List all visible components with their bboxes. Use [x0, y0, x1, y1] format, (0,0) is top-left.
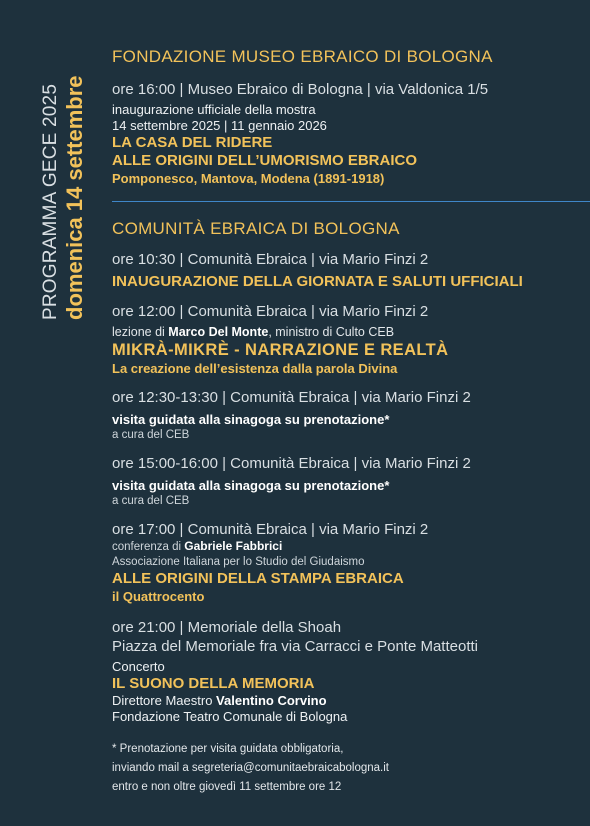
- event-title: visita guidata alla sinagoga su prenotazione*: [112, 478, 390, 493]
- vertical-program-heading: [40, 30, 100, 320]
- event-title: MIKRÀ-MIKRÈ - NARRAZIONE E REALTÀ: [112, 341, 449, 359]
- event-subtitle: Pomponesco, Mantova, Modena (1891-1918): [112, 171, 385, 186]
- section-org-title: COMUNITÀ EBRAICA DI BOLOGNA: [112, 219, 400, 238]
- event-time: ore 21:00 | Memoriale della Shoah: [112, 619, 342, 636]
- event-title: LA CASA DEL RIDERE: [112, 134, 273, 151]
- event-title-2: ALLE ORIGINI DELL’UMORISMO EBRAICO: [112, 152, 418, 169]
- lecturer-name: Marco Del Monte: [168, 325, 269, 339]
- event-item: [112, 388, 582, 443]
- event-conference: [112, 539, 582, 555]
- event-time: ore 12:00 | Comunità Ebraica | via Mario Finzi 2: [112, 303, 429, 320]
- lecture-suffix: , ministro di Culto CEB: [268, 325, 395, 339]
- section-divider: [112, 201, 590, 202]
- note-line: entro e non oltre giovedì 11 settembre ore 12: [112, 781, 342, 793]
- event-credit: a cura del CEB: [112, 495, 190, 507]
- event-subtitle: il Quattrocento: [112, 589, 205, 604]
- event-item: [112, 520, 582, 605]
- booking-note: [112, 740, 582, 797]
- event-director: [112, 693, 582, 709]
- event-foundation: Fondazione Teatro Comunale di Bologna: [112, 709, 348, 724]
- event-title: IL SUONO DELLA MEMORIA: [112, 675, 315, 692]
- event-title: ALLE ORIGINI DELLA STAMPA EBRAICA: [112, 570, 404, 587]
- event-subtitle: La creazione dell’esistenza dalla parola Divina: [112, 361, 398, 376]
- director-name: Valentino Corvino: [216, 693, 327, 708]
- speaker-name: Gabriele Fabbrici: [184, 539, 283, 553]
- event-time: ore 17:00 | Comunità Ebraica | via Mario Finzi 2: [112, 521, 429, 538]
- event-intro: inaugurazione ufficiale della mostra: [112, 102, 316, 117]
- event-kind: Concerto: [112, 659, 165, 674]
- event-time: ore 12:30-13:30 | Comunità Ebraica | via Mario Finzi 2: [112, 389, 471, 406]
- event-dates: 14 settembre 2025 | 11 gennaio 2026: [112, 118, 327, 133]
- event-item: [112, 618, 582, 725]
- section-museo: [112, 46, 582, 187]
- event-time: ore 10:30 | Comunità Ebraica | via Mario Finzi 2: [112, 251, 429, 268]
- event-time: ore 16:00 | Museo Ebraico di Bologna | via Valdonica 1/5: [112, 81, 489, 98]
- event-credit: a cura del CEB: [112, 429, 190, 441]
- note-line: * Prenotazione per visita guidata obbligatoria,: [112, 743, 344, 755]
- event-item: [112, 302, 582, 377]
- program-title: PROGRAMMA GECE 2025: [40, 83, 61, 320]
- event-title: visita guidata alla sinagoga su prenotazione*: [112, 412, 390, 427]
- event-item: [112, 454, 582, 509]
- event-title: INAUGURAZIONE DELLA GIORNATA E SALUTI UFFICIALI: [112, 273, 523, 290]
- note-line: inviando mail a segreteria@comunitaebraicabologna.it: [112, 762, 389, 774]
- event-time: ore 15:00-16:00 | Comunità Ebraica | via Mario Finzi 2: [112, 455, 471, 472]
- program-date: domenica 14 settembre: [62, 75, 87, 320]
- event-lecture: [112, 324, 582, 340]
- event-place: Piazza del Memoriale fra via Carracci e Ponte Matteotti: [112, 638, 478, 655]
- lecture-prefix: lezione di: [112, 325, 169, 339]
- section-org-title: FONDAZIONE MUSEO EBRAICO DI BOLOGNA: [112, 47, 493, 66]
- director-prefix: Direttore Maestro: [112, 693, 217, 708]
- event-association: Associazione Italiana per lo Studio del Giudaismo: [112, 556, 365, 568]
- section-comunita: [112, 218, 582, 240]
- conference-prefix: conferenza di: [112, 541, 185, 553]
- event-item: [112, 250, 582, 291]
